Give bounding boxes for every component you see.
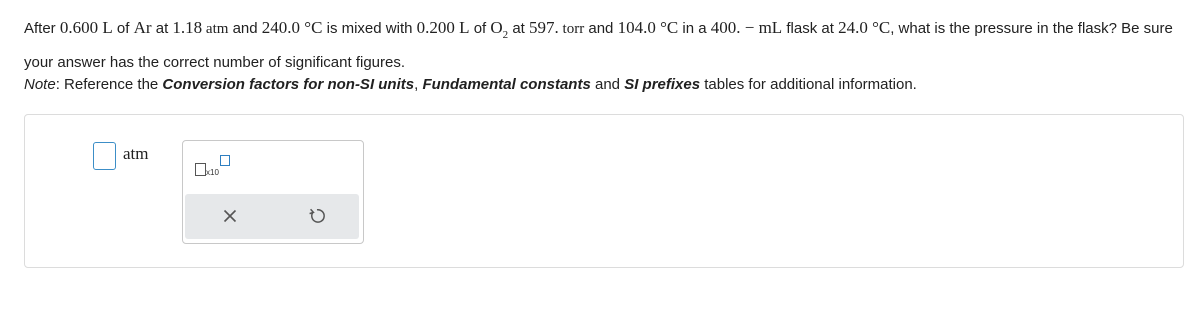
scientific-notation-button[interactable] [195,155,235,179]
reference-note: Note: Reference the Conversion factors for non-SI units, Fundamental constants and SI prefixes tables for additional information. [24,76,917,93]
answer-input[interactable] [93,142,116,170]
mantissa-box-icon [195,163,206,176]
answer-unit: atm [123,144,149,163]
undo-button[interactable] [306,205,328,227]
fundamental-constants-link[interactable]: Fundamental constants [422,76,591,93]
answer-panel [24,114,1184,268]
close-icon [219,205,241,227]
clear-button[interactable] [219,205,241,227]
exponent-box-icon [220,155,230,166]
math-toolbar [182,140,364,244]
si-prefixes-link[interactable]: SI prefixes [624,76,701,93]
undo-icon [306,205,328,227]
x10-label: x10 [206,168,219,177]
tool-tray [185,194,359,239]
question-text: After 0.600 L of Ar at 1.18 atm and 240.0 °C is mixed with 0.200 L of $O_2$ at 597. torr and 104.0 °C in a 400. − mL flask at 24.0 °C, what is the pressure in the flask? Be sure your answer has the correct number of significant figures. [24,18,1173,71]
conversion-factors-link[interactable]: Conversion factors for non-SI units [162,76,415,93]
